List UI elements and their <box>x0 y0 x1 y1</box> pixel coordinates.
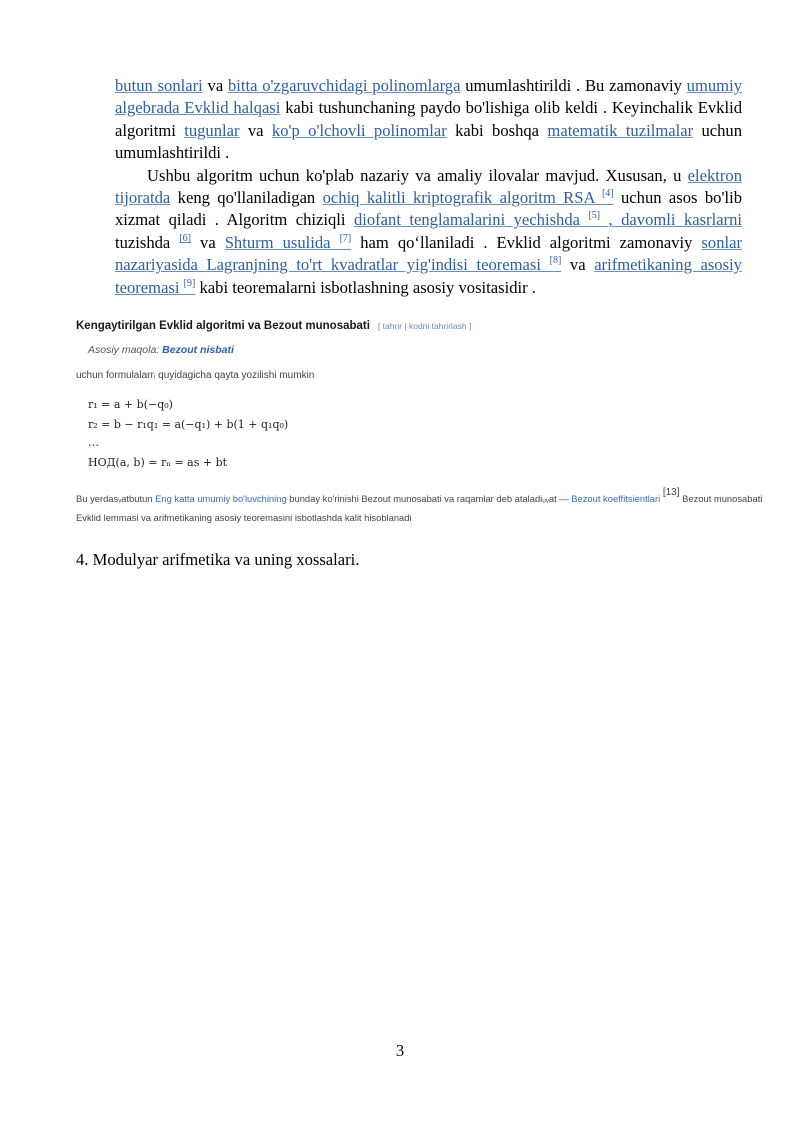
page-number: 3 <box>395 1041 405 1060</box>
link-bezout-koeff[interactable]: Bezout koeffitsientlari <box>571 493 661 504</box>
citation-5: [5] <box>588 210 601 222</box>
text: kabi boshqa <box>446 120 548 140</box>
section-heading-4: 4. Modulyar arifmetika va uning xossalari. <box>76 550 360 569</box>
citation-6[interactable] <box>179 233 191 244</box>
bezout-note <box>76 489 766 527</box>
text: bunday ko'rinishi Bezout munosabati va raqamlar deb ataladiᵤᵥat — <box>286 493 572 504</box>
text: uchun umumlashtirildi . <box>115 120 743 163</box>
paragraph-2 <box>115 165 742 299</box>
link-kop-olchovli[interactable]: ko'p o'lchovli polinomlar <box>271 120 447 140</box>
link-diofant-label: diofant tenglamalarini yechishda <box>353 210 580 230</box>
formula-2: r₂ = b − r₁q₁ = a(−q₁) + b(1 + q₁q₀) <box>88 418 289 431</box>
link-tugunlar[interactable]: tugunlar <box>184 120 240 140</box>
text: ham qo‘llaniladi . Evklid algoritmi zamonaviy <box>351 232 702 252</box>
text: uchun asos bo'lib xizmat qiladi . Algoritm chiziqli <box>115 188 742 230</box>
link-lagranj-label: sonlar nazariyasida Lagranjning to'rt kvadratlar yig'indisi teoremasi <box>115 232 743 275</box>
formula-1: r₁ = a + b(−q₀) <box>88 398 173 411</box>
embedded-screenshot <box>76 318 766 530</box>
text: kabi teoremalarni isbotlashning asosiy vositasidir . <box>195 277 536 297</box>
citation-6-link[interactable]: [6] <box>179 232 191 244</box>
edit-link[interactable]: [ tahrir | kodni tahrirlash ] <box>377 321 472 331</box>
citation-8: [8] <box>549 255 562 267</box>
link-davomli-label: , davomli kasrlarni <box>608 210 742 230</box>
link-shturm-label: Shturm usulida <box>224 232 331 252</box>
text: va <box>239 120 272 140</box>
citation-9: [9] <box>183 277 196 289</box>
embedded-heading <box>76 320 471 332</box>
formula-ellipsis: … <box>88 436 99 449</box>
embedded-heading-text: Kengaytirilgan Evklid algoritmi va Bezout munosabati <box>76 320 370 332</box>
link-rsa-label: ochiq kalitli kriptografik algoritm RSA <box>322 188 595 208</box>
main-article-prefix: Asosiy maqola: <box>88 344 163 356</box>
text: kabi tushunchaning paydo bo'lishiga olib keldi . Keyinchalik Evklid algoritmi <box>115 98 742 140</box>
link-rsa[interactable] <box>323 188 614 207</box>
text: va <box>202 76 228 95</box>
link-evklid-halqasi[interactable]: umumiy algebrada Evklid halqasi <box>115 76 742 118</box>
formula-gcd: НОД(a, b) = rₙ = as + bt <box>88 456 228 469</box>
link-eng-katta[interactable]: Eng katta umumiy bo'luvchining <box>155 493 287 504</box>
link-diofant[interactable] <box>354 210 742 229</box>
text: Bezout munosabati Evklid lemmasi va arifmetikaning asosiy teoremasini isbotlashda kalit hisoblanadi <box>76 493 763 523</box>
body-text <box>115 75 742 299</box>
link-elektron-tijorat[interactable]: elektron tijoratda <box>115 165 742 208</box>
text: va <box>561 255 595 275</box>
text: Ushbu algoritm uchun ko'plab nazariy va amaliy ilovalar mavjud. Xususan, u <box>147 165 688 185</box>
text: Bu yerdasᵥatbutun <box>76 493 156 504</box>
text: keng qo'llaniladigan <box>170 188 323 208</box>
citation-4: [4] <box>601 188 614 200</box>
link-arifmetika-label: arifmetikaning asosiy teoremasi <box>115 255 742 297</box>
text: tuzishda <box>115 232 180 252</box>
link-butun-sonlari[interactable]: butun sonlari <box>115 76 203 95</box>
formula-intro: uchun formulalarrᵢ quyidagicha qayta yozilishi mumkin <box>76 370 315 381</box>
paragraph-1 <box>115 75 742 165</box>
link-matematik-tuzilmalar[interactable]: matematik tuzilmalar <box>547 120 694 140</box>
link-shturm[interactable] <box>225 233 352 252</box>
main-article-note <box>88 344 234 356</box>
link-polinomlar[interactable]: bitta o'zgaruvchidagi polinomlarga <box>227 76 461 95</box>
text: va <box>191 232 225 252</box>
text: umumlashtirildi . Bu zamonaviy <box>460 76 687 95</box>
citation-7: [7] <box>339 232 352 244</box>
main-article-link[interactable]: Bezout nisbati <box>162 344 234 356</box>
citation-13[interactable]: [13] <box>662 487 680 498</box>
